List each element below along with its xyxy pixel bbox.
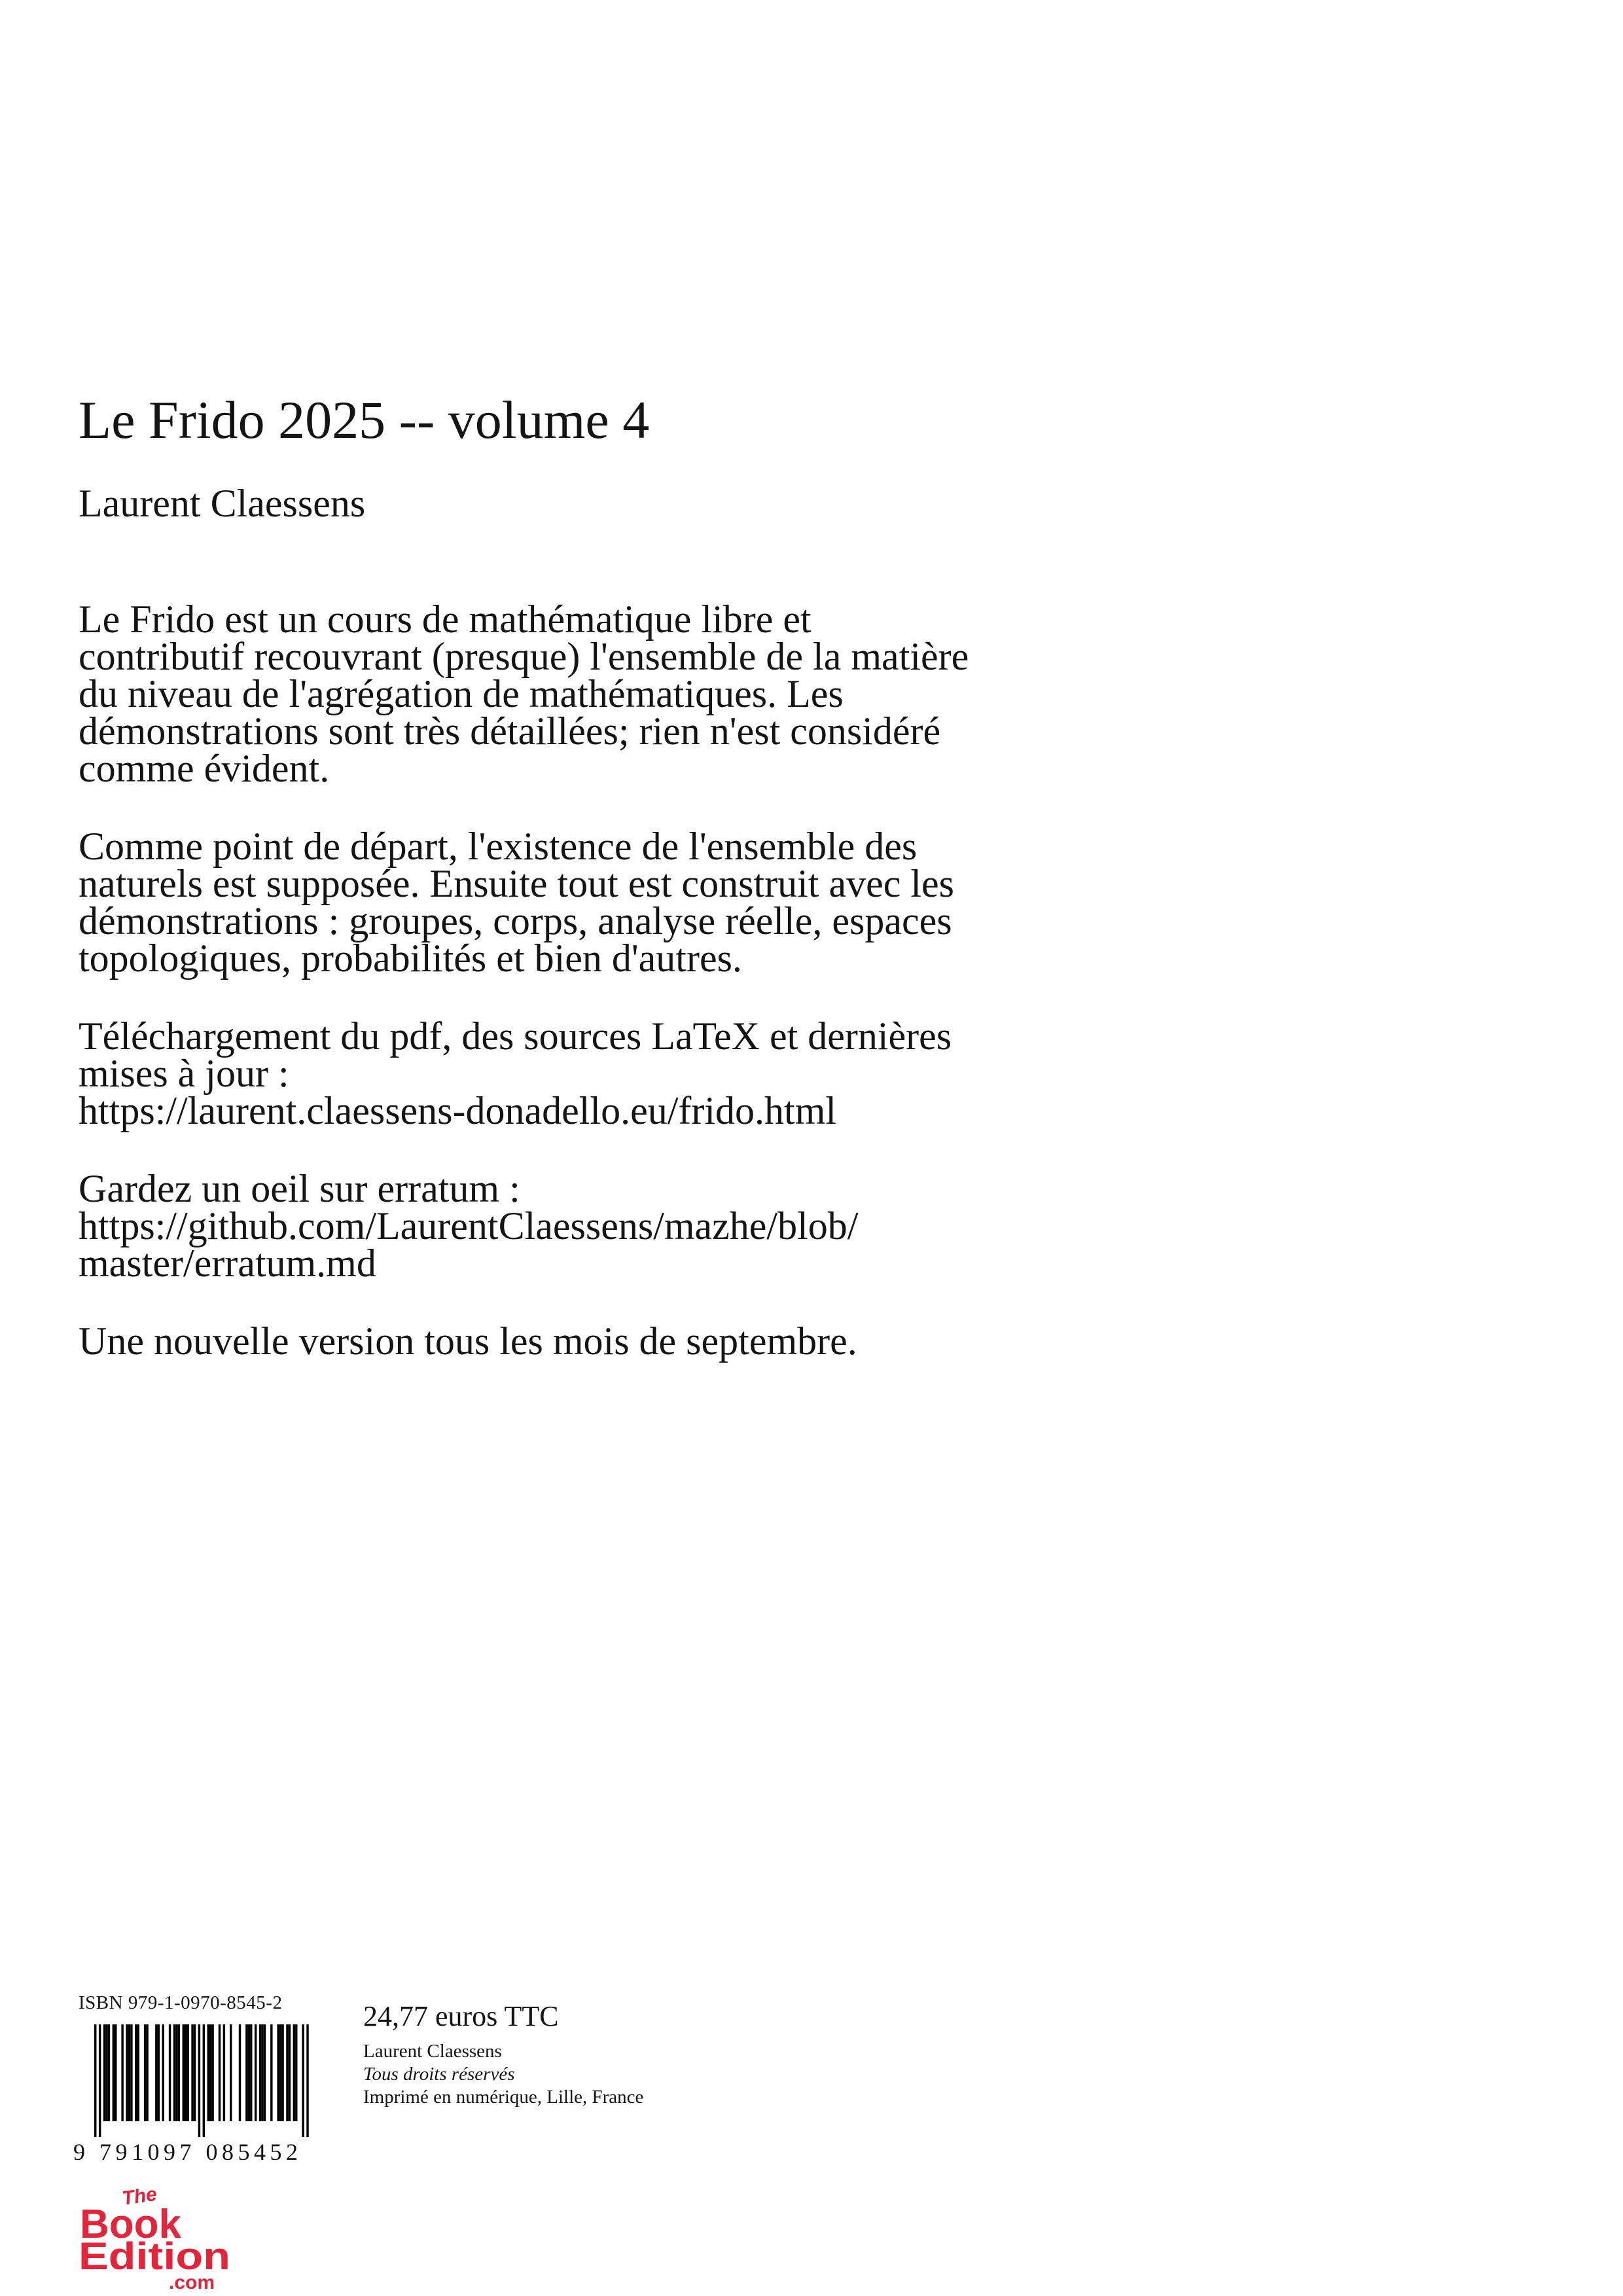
barcode-bar — [219, 2024, 221, 2121]
barcode-bar — [108, 2024, 110, 2121]
isbn-label: ISBN 979-1-0970-8545-2 — [79, 1992, 283, 2013]
printing-notice: Imprimé en numérique, Lille, France — [363, 2087, 644, 2108]
barcode-bar — [209, 2024, 211, 2121]
barcode-bar — [144, 2024, 146, 2121]
barcode-bar — [255, 2024, 257, 2121]
barcode-bar — [302, 2024, 304, 2137]
barcode-bar — [279, 2024, 281, 2121]
barcode-bar — [289, 2024, 291, 2121]
barcode-bar — [173, 2024, 175, 2121]
blurb-paragraph — [79, 825, 1322, 980]
barcode-bar — [194, 2024, 196, 2121]
blurb-line: naturels est supposée. Ensuite tout est construit avec les — [79, 862, 955, 905]
barcode-bar — [248, 2024, 250, 2121]
barcode-bar — [185, 2024, 187, 2121]
barcode-bar — [158, 2024, 160, 2121]
book-author: Laurent Claessens — [79, 482, 366, 525]
barcode-bar — [270, 2024, 272, 2121]
barcode-bar — [113, 2024, 115, 2121]
blurb-paragraph — [79, 598, 1322, 790]
barcode-bar — [130, 2024, 132, 2121]
barcode-bar — [245, 2024, 247, 2121]
price: 24,77 euros TTC — [363, 2000, 559, 2032]
barcode-bar — [295, 2024, 297, 2121]
barcode-bar — [277, 2024, 279, 2121]
blurb-line: du niveau de l'agrégation de mathématiques. Les — [79, 672, 844, 715]
the-book-edition-logo — [77, 2181, 234, 2293]
barcode-bar — [175, 2024, 177, 2121]
barcode-bar — [137, 2024, 139, 2121]
blurb-line: topologiques, probabilités et bien d'autres. — [79, 937, 742, 980]
blurb-line: mises à jour : — [79, 1052, 289, 1095]
barcode-bar — [121, 2024, 123, 2121]
back-cover-blurb — [79, 598, 1322, 1401]
erratum-url: master/erratum.md — [79, 1242, 376, 1285]
barcode-bar — [293, 2024, 295, 2121]
blurb-line: Gardez un oeil sur erratum : — [79, 1167, 520, 1210]
imprint-block — [363, 2040, 643, 2109]
blurb-line: comme évident. — [79, 747, 330, 790]
barcode-bar — [203, 2024, 205, 2137]
book-title: Le Frido 2025 -- volume 4 — [79, 390, 650, 450]
barcode-bar — [211, 2024, 213, 2121]
blurb-line: contributif recouvrant (presque) l'ensemble de la matière — [79, 635, 969, 678]
barcode-bar — [264, 2024, 266, 2121]
blurb-paragraph — [79, 1167, 1322, 1285]
barcode-bar — [191, 2024, 193, 2121]
barcode-bar — [230, 2024, 232, 2121]
erratum-url: https://github.com/LaurentClaessens/mazhe/blob/ — [79, 1204, 859, 1247]
blurb-line: Le Frido est un cours de mathématique libre et — [79, 598, 812, 641]
barcode-bar — [187, 2024, 188, 2121]
barcode-bar — [94, 2024, 96, 2137]
barcode-bar — [281, 2024, 283, 2121]
barcode-bar — [198, 2024, 200, 2137]
barcode-bar — [126, 2024, 128, 2121]
barcode-bar — [178, 2024, 180, 2121]
barcode-bar — [155, 2024, 157, 2121]
blurb-paragraph — [79, 1014, 1322, 1132]
barcode-bar — [128, 2024, 130, 2121]
barcode-bar — [99, 2024, 101, 2137]
rights-notice: Tous droits réservés — [363, 2064, 515, 2085]
barcode-bar — [183, 2024, 185, 2121]
blurb-line: démonstrations sont très détaillées; rien n'est considéré — [79, 709, 941, 753]
barcode-bar — [162, 2024, 164, 2121]
barcode-bar — [259, 2024, 261, 2121]
barcode-bar — [239, 2024, 241, 2121]
logo-the-text: The — [120, 2183, 158, 2210]
logo-edition-text: Edition — [79, 2235, 230, 2278]
publisher-name: Laurent Claessens — [363, 2041, 502, 2062]
barcode-bar — [223, 2024, 225, 2121]
barcode-bar — [207, 2024, 209, 2121]
blurb-paragraph — [79, 1319, 1322, 1363]
logo-book-text: Book — [80, 2202, 181, 2247]
blurb-line: démonstrations : groupes, corps, analyse réelle, espaces — [79, 899, 952, 942]
barcode-bar — [135, 2024, 137, 2121]
logo-domain-text: .com — [169, 2272, 215, 2293]
download-url: https://laurent.claessens-donadello.eu/frido.html — [79, 1089, 837, 1132]
isbn-barcode — [75, 2024, 323, 2142]
barcode-bar — [103, 2024, 105, 2121]
barcode-bar — [105, 2024, 107, 2121]
barcode-bar — [306, 2024, 308, 2137]
barcode-bar — [286, 2024, 288, 2121]
blurb-line: Une nouvelle version tous les mois de septembre. — [79, 1319, 857, 1363]
blurb-line: Comme point de départ, l'existence de l'ensemble des — [79, 825, 918, 868]
barcode-bar — [250, 2024, 252, 2121]
blurb-line: Téléchargement du pdf, des sources LaTeX et dernières — [79, 1014, 952, 1058]
barcode-bar — [261, 2024, 263, 2121]
barcode-bar — [115, 2024, 116, 2121]
barcode-digits: 9 791097 085452 — [73, 2139, 302, 2165]
barcode-bar — [169, 2024, 171, 2121]
barcode-bar — [146, 2024, 148, 2121]
